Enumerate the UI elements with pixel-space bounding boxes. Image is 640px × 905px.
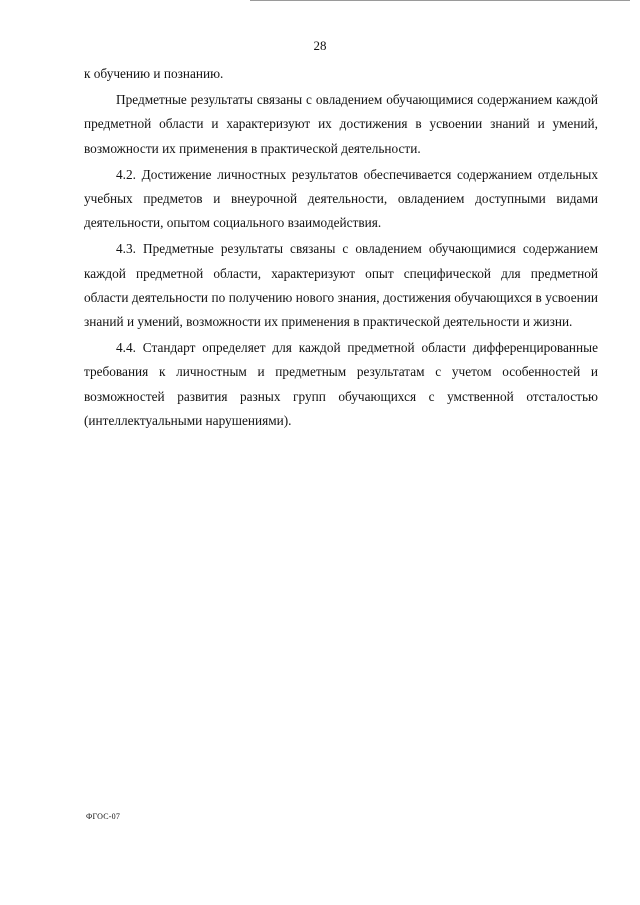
paragraph-continuation: к обучению и познанию. [84,66,224,81]
paragraph-subject-results: Предметные результаты связаны с овладением обучающимися содержанием каждой предметной области и характеризуют их достижения в усвоении знаний и умений, возможности их применения в практической деятельности. [84,92,598,156]
paragraph-4-4: 4.4. Стандарт определяет для каждой предметной области дифференцированные требования к личностным и предметным результатам с учетом особенностей и возможностей развития разных групп обучающихся с умственной отсталостью (интеллектуальными нарушениями). [84,340,598,428]
footer-document-code: ФГОС-07 [86,812,121,821]
paragraph-4-3: 4.3. Предметные результаты связаны с овладением обучающимися содержанием каждой предметной области, характеризуют опыт специфической для предметной области деятельности по получению нового знания, достижения обучающихся в усвоении знаний и умений, возможности их применения в практической деятельности и жизни. [84,241,598,330]
paragraph-4-2: 4.2. Достижение личностных результатов обеспечивается содержанием отдельных учебных предметов и внеурочной деятельности, овладением доступными видами деятельности, опытом социального взаимодействия. [84,166,598,231]
page-number: 28 [313,38,327,53]
document-body [84,62,598,433]
top-edge-rule [250,0,630,1]
